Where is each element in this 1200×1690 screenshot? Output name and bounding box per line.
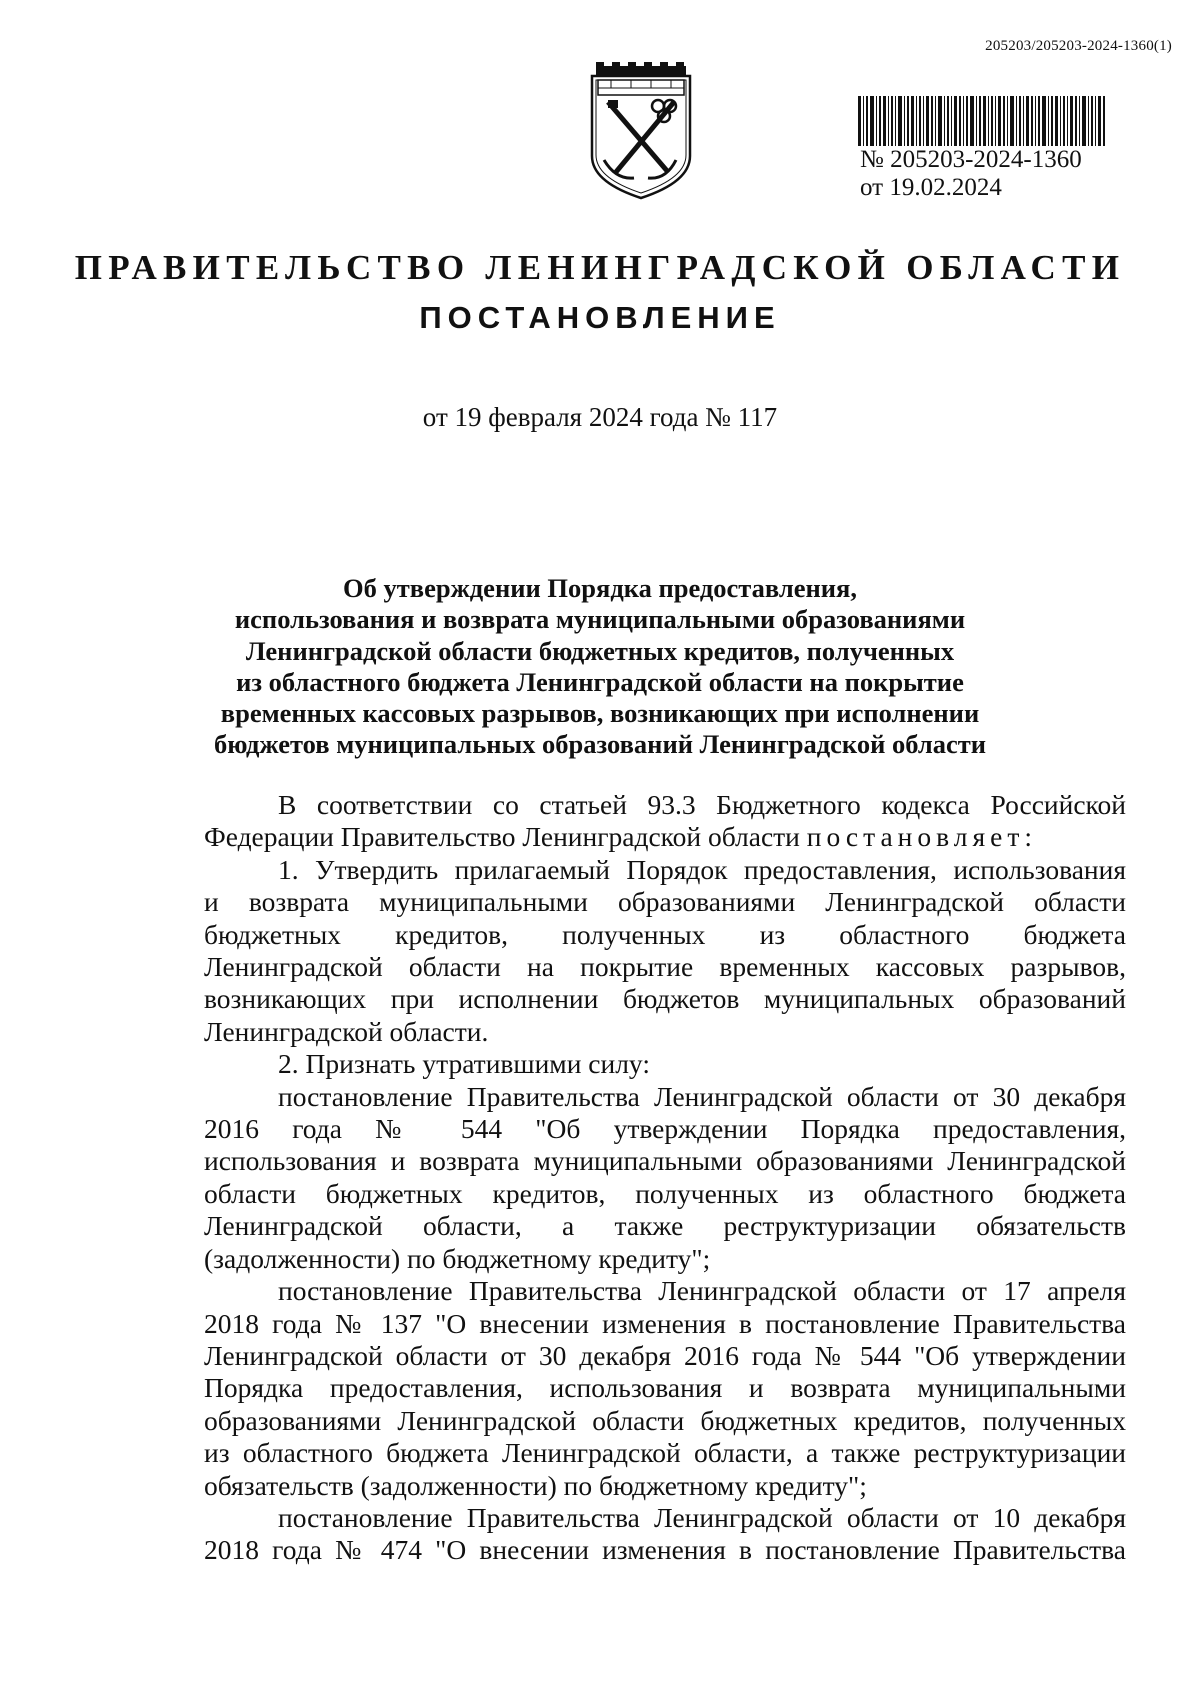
subject-line: использования и возврата муниципальными образованиями <box>234 604 966 635</box>
decree-date-number: от 19 февраля 2024 года № 117 <box>422 402 778 432</box>
body-line: Ленинградской области, а также реструктуризации обязательств <box>204 1210 1126 1242</box>
registration-block <box>856 96 1116 202</box>
body-line: Порядка предоставления, использования и возврата муниципальными <box>204 1372 1126 1404</box>
decree-subject <box>0 573 1200 761</box>
body-line: образованиями Ленинградской области бюджетных кредитов, полученных <box>204 1404 1126 1436</box>
body-line: постановление Правительства Ленинградской области от 10 декабря <box>278 1501 1126 1533</box>
subject-line: Ленинградской области бюджетных кредитов, полученных <box>245 635 955 666</box>
decree-body <box>204 789 1126 1567</box>
subject-line: бюджетов муниципальных образований Ленинградской области <box>213 729 986 760</box>
body-line: 2. Признать утратившими силу: <box>278 1048 650 1080</box>
body-line: и возврата муниципальными образованиями Ленинградской области <box>204 886 1126 918</box>
body-line: использования и возврата муниципальными образованиями Ленинградской <box>204 1145 1126 1177</box>
body-line: бюджетных кредитов, полученных из областного бюджета <box>204 918 1126 950</box>
body-line: 2018 года № 474 "О внесении изменения в постановление Правительства <box>204 1534 1126 1566</box>
body-line: Ленинградской области от 30 декабря 2016 года № 544 "Об утверждении <box>204 1339 1126 1371</box>
leningrad-oblast-coat-of-arms-icon <box>586 60 696 202</box>
subject-line: временных кассовых разрывов, возникающих при исполнении <box>220 698 980 729</box>
body-line: 1. Утвердить прилагаемый Порядок предоставления, использования <box>278 853 1126 885</box>
subject-line: Об утверждении Порядка предоставления, <box>343 573 857 603</box>
body-line: обязательств (задолженности) по бюджетному кредиту"; <box>204 1469 867 1501</box>
registration-number: № 205203-2024-1360 <box>860 146 1082 173</box>
registration-date: от 19.02.2024 <box>860 174 1002 201</box>
body-line <box>204 821 1126 853</box>
body-line: постановление Правительства Ленинградской области от 30 декабря <box>278 1080 1126 1112</box>
body-line: В соответствии со статьей 93.3 Бюджетного кодекса Российской <box>278 789 1126 820</box>
body-line: возникающих при исполнении бюджетов муниципальных образований <box>204 983 1126 1015</box>
government-title: ПРАВИТЕЛЬСТВО ЛЕНИНГРАДСКОЙ ОБЛАСТИ <box>74 248 1126 287</box>
barcode-icon <box>856 96 1106 146</box>
body-line-text: Федерации Правительство Ленинградской области <box>204 821 800 853</box>
body-line: из областного бюджета Ленинградской области, а также реструктуризации <box>204 1437 1126 1469</box>
body-line: (задолженности) по бюджетному кредиту"; <box>204 1242 711 1274</box>
body-line: области бюджетных кредитов, полученных из областного бюджета <box>204 1177 1126 1209</box>
body-line: Ленинградской области. <box>204 1015 489 1047</box>
subject-line: из областного бюджета Ленинградской области на покрытие <box>236 666 964 697</box>
body-line: 2018 года № 137 "О внесении изменения в постановление Правительства <box>204 1307 1126 1339</box>
body-line: Ленинградской области на покрытие временных кассовых разрывов, <box>204 951 1126 983</box>
body-line: 2016 года № 544 "Об утверждении Порядка предоставления, <box>204 1113 1126 1145</box>
document-reference: 205203/205203-2024-1360(1) <box>985 38 1172 54</box>
decree-title: ПОСТАНОВЛЕНИЕ <box>419 300 781 335</box>
operative-word: постановляет: <box>806 821 1038 853</box>
body-line: постановление Правительства Ленинградской области от 17 апреля <box>278 1275 1126 1307</box>
